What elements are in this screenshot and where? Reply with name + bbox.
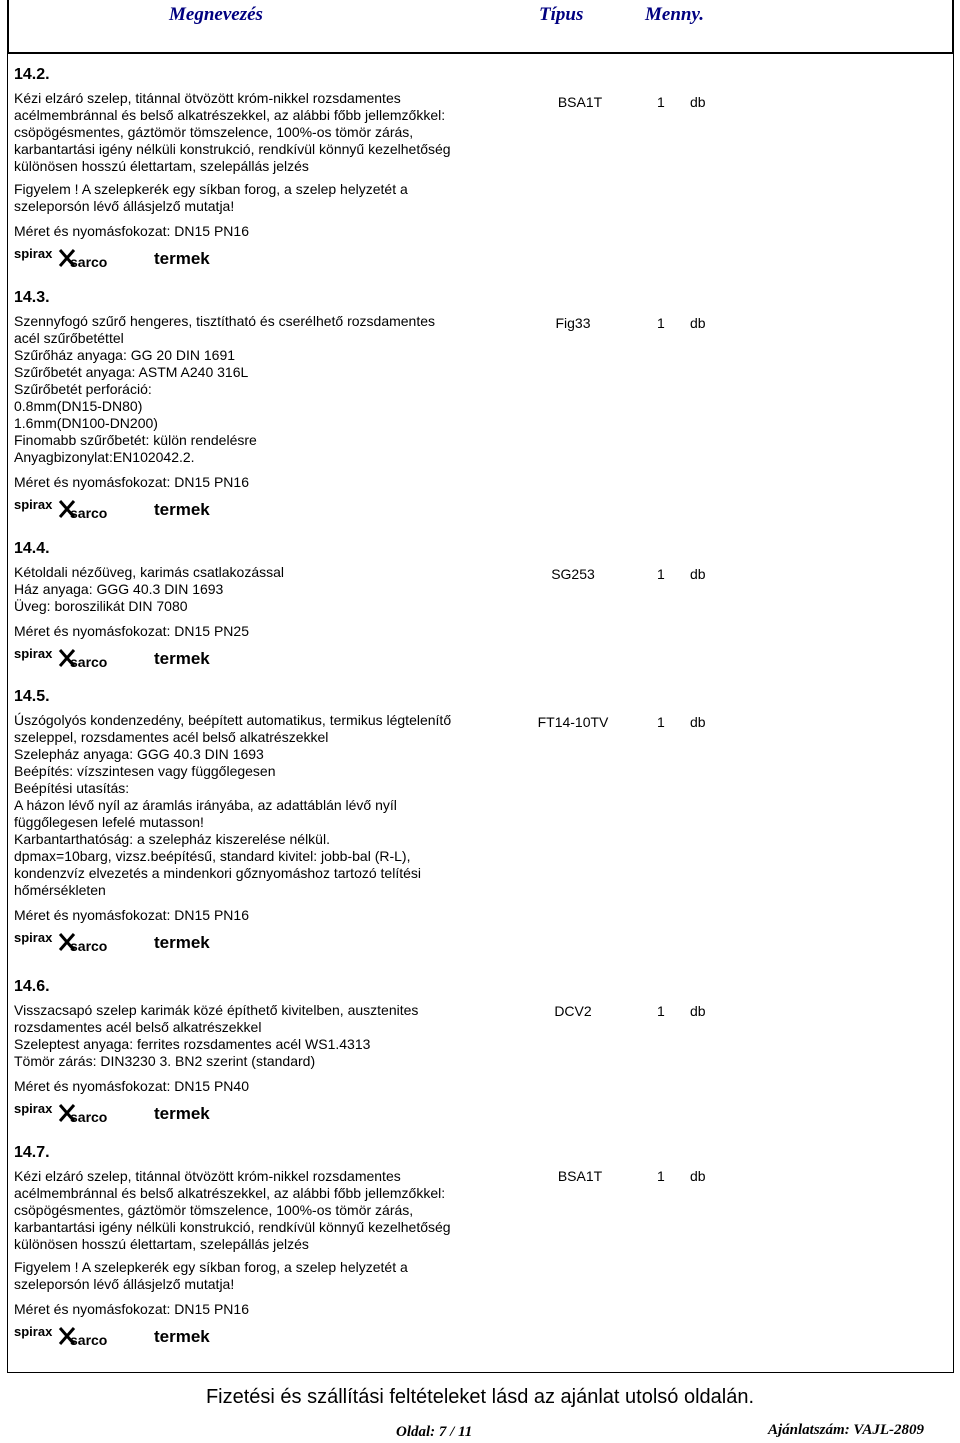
svg-text:spirax: spirax bbox=[14, 1325, 53, 1339]
svg-text:sarco: sarco bbox=[70, 505, 108, 520]
spirax-sarco-logo bbox=[14, 647, 126, 669]
product-word: termek bbox=[154, 933, 210, 952]
item-unit: db bbox=[690, 714, 706, 730]
item-description-line: csöpögésmentes, gáztömör tömszelence, 100%-os tömör zárás, bbox=[14, 1202, 414, 1218]
payment-terms-note: Fizetési és szállítási feltételeket lásd az ajánlat utolsó oldalán. bbox=[205, 1386, 755, 1408]
item-description-line: Anyagbizonylat:EN102042.2. bbox=[14, 449, 195, 465]
brand-row bbox=[14, 494, 494, 520]
item-description-line: acélmembránnal és belső alkatrészekkel, az alábbi főbb jellemzőkkel: bbox=[14, 107, 446, 123]
item-description-line: csöpögésmentes, gáztömör tömszelence, 100%-os tömör zárás, bbox=[14, 124, 414, 140]
item-description-line: acélmembránnal és belső alkatrészekkel, az alábbi főbb jellemzőkkel: bbox=[14, 1185, 446, 1201]
item-description-line: Szennyfogó szűrő hengeres, tisztítható és cserélhető rozsdamentes bbox=[14, 313, 436, 329]
size-pressure-line: Méret és nyomásfokozat: DN15 PN25 bbox=[14, 623, 249, 639]
item-quantity: 1 bbox=[657, 94, 665, 110]
item-description-line: Tömör zárás: DIN3230 3. BN2 szerint (standard) bbox=[14, 1053, 316, 1069]
item-description-line: Szűrőház anyaga: GG 20 DIN 1691 bbox=[14, 347, 236, 363]
item-section bbox=[14, 540, 494, 669]
item-description-line: Kétoldali nézőüveg, karimás csatlakozással bbox=[14, 564, 285, 580]
product-word: termek bbox=[154, 1104, 210, 1123]
svg-text:spirax: spirax bbox=[14, 1102, 53, 1116]
item-number: 14.7. bbox=[14, 1144, 50, 1161]
item-type-code: DCV2 bbox=[554, 1003, 592, 1019]
svg-text:sarco: sarco bbox=[70, 254, 108, 269]
item-description-line: Szelepház anyaga: GGG 40.3 DIN 1693 bbox=[14, 746, 264, 762]
item-description-line: 0.8mm(DN15-DN80) bbox=[14, 398, 143, 414]
item-description-line: hőmérsékleten bbox=[14, 882, 106, 898]
item-quantity: 1 bbox=[657, 1003, 665, 1019]
item-quantity: 1 bbox=[657, 1168, 665, 1184]
size-pressure-line: Méret és nyomásfokozat: DN15 PN16 bbox=[14, 1301, 249, 1317]
item-quantity: 1 bbox=[657, 566, 665, 582]
item-description-line: Ház anyaga: GGG 40.3 DIN 1693 bbox=[14, 581, 224, 597]
item-section bbox=[14, 688, 494, 953]
item-description-line: különösen hosszú élettartam, szelepállás jelzés bbox=[14, 1236, 309, 1252]
spirax-sarco-logo bbox=[14, 931, 126, 953]
item-unit: db bbox=[690, 1003, 706, 1019]
item-description-line: Kézi elzáró szelep, titánnal ötvözött króm-nikkel rozsdamentes bbox=[14, 90, 401, 106]
item-unit: db bbox=[690, 94, 706, 110]
item-description-line: kondenzvíz elvezetés a mindenkori gőznyomáshoz tartozó telítési bbox=[14, 865, 421, 881]
item-unit: db bbox=[690, 315, 706, 331]
size-pressure-line: Méret és nyomásfokozat: DN15 PN16 bbox=[14, 474, 249, 490]
warning-line: szeleporsón lévő állásjelző mutatja! bbox=[14, 1276, 235, 1292]
item-number: 14.3. bbox=[14, 289, 50, 306]
item-type-code: BSA1T bbox=[557, 94, 603, 110]
item-description-line: 1.6mm(DN100-DN200) bbox=[14, 415, 158, 431]
brand-row bbox=[14, 1098, 494, 1124]
item-description-line: karbantartási igény nélküli konstrukció, rendkívül könnyű kezelhetőség bbox=[14, 141, 451, 157]
item-description-line: acél szűrőbetéttel bbox=[14, 330, 124, 346]
item-number: 14.5. bbox=[14, 688, 50, 705]
product-word: termek bbox=[154, 649, 210, 668]
size-pressure-line: Méret és nyomásfokozat: DN15 PN16 bbox=[14, 223, 249, 239]
warning-line: szeleporsón lévő állásjelző mutatja! bbox=[14, 198, 235, 214]
item-description-line: Üveg: boroszilikát DIN 7080 bbox=[14, 598, 188, 614]
product-word: termek bbox=[154, 1327, 210, 1346]
item-description-line: rozsdamentes acél belső alkatrészekkel bbox=[14, 1019, 262, 1035]
item-description-line: A házon lévő nyíl az áramlás irányába, az adattáblán lévő nyíl bbox=[14, 797, 397, 813]
svg-text:sarco: sarco bbox=[70, 654, 108, 669]
brand-row bbox=[14, 243, 494, 269]
svg-text:spirax: spirax bbox=[14, 647, 53, 661]
item-section bbox=[14, 1144, 494, 1347]
spirax-sarco-logo bbox=[14, 247, 126, 269]
spirax-sarco-logo bbox=[14, 1325, 126, 1347]
warning-line: Figyelem ! A szelepkerék egy síkban forog, a szelep helyzetét a bbox=[14, 181, 408, 197]
spirax-sarco-logo bbox=[14, 498, 126, 520]
item-description-line: dpmax=10barg, vizsz.beépítésű, standard kivitel: jobb-bal (R-L), bbox=[14, 848, 411, 864]
item-description-line: karbantartási igény nélküli konstrukció, rendkívül könnyű kezelhetőség bbox=[14, 1219, 451, 1235]
item-unit: db bbox=[690, 566, 706, 582]
item-description-line: Szűrőbetét perforáció: bbox=[14, 381, 152, 397]
header-qty: Menny. bbox=[645, 4, 704, 25]
item-description-line: Szeleptest anyaga: ferrites rozsdamentes acél WS1.4313 bbox=[14, 1036, 371, 1052]
item-description-line: szeleppel, rozsdamentes acél belső alkatrészekkel bbox=[14, 729, 329, 745]
item-type-code: SG253 bbox=[551, 566, 595, 582]
item-description-line: Visszacsapó szelep karimák közé építhető kivitelben, ausztenites bbox=[14, 1002, 419, 1018]
svg-text:sarco: sarco bbox=[70, 938, 108, 953]
item-description-line: Úszógolyós kondenzedény, beépített automatikus, termikus légtelenítő bbox=[14, 712, 452, 728]
item-section bbox=[14, 66, 494, 269]
table-header bbox=[7, 0, 954, 54]
item-description-line: Kézi elzáró szelep, titánnal ötvözött króm-nikkel rozsdamentes bbox=[14, 1168, 401, 1184]
spirax-sarco-logo bbox=[14, 1102, 126, 1124]
header-name: Megnevezés bbox=[169, 4, 263, 25]
item-description-line: különösen hosszú élettartam, szelepállás jelzés bbox=[14, 158, 309, 174]
size-pressure-line: Méret és nyomásfokozat: DN15 PN40 bbox=[14, 1078, 249, 1094]
product-word: termek bbox=[154, 249, 210, 268]
item-description-line: Beépítési utasítás: bbox=[14, 780, 130, 796]
item-number: 14.6. bbox=[14, 978, 50, 995]
svg-text:spirax: spirax bbox=[14, 247, 53, 261]
brand-row bbox=[14, 643, 494, 669]
item-description-line: Szűrőbetét anyaga: ASTM A240 316L bbox=[14, 364, 249, 380]
svg-text:spirax: spirax bbox=[14, 931, 53, 945]
item-type-code: BSA1T bbox=[557, 1168, 603, 1184]
item-unit: db bbox=[690, 1168, 706, 1184]
offer-number: Ajánlatszám: VAJL-2809 bbox=[768, 1422, 924, 1438]
brand-row bbox=[14, 927, 494, 953]
warning-line: Figyelem ! A szelepkerék egy síkban forog, a szelep helyzetét a bbox=[14, 1259, 408, 1275]
brand-row bbox=[14, 1321, 494, 1347]
item-quantity: 1 bbox=[657, 714, 665, 730]
item-section bbox=[14, 289, 494, 520]
svg-text:spirax: spirax bbox=[14, 498, 53, 512]
item-number: 14.2. bbox=[14, 66, 50, 83]
svg-text:sarco: sarco bbox=[70, 1109, 108, 1124]
item-description-line: Finomabb szűrőbetét: külön rendelésre bbox=[14, 432, 257, 448]
item-number: 14.4. bbox=[14, 540, 50, 557]
item-quantity: 1 bbox=[657, 315, 665, 331]
product-word: termek bbox=[154, 500, 210, 519]
size-pressure-line: Méret és nyomásfokozat: DN15 PN16 bbox=[14, 907, 249, 923]
item-section bbox=[14, 978, 494, 1124]
svg-text:sarco: sarco bbox=[70, 1332, 108, 1347]
item-description-line: Beépítés: vízszintesen vagy függőlegesen bbox=[14, 763, 276, 779]
header-type: Típus bbox=[539, 4, 584, 25]
item-type-code: FT14-10TV bbox=[537, 714, 609, 730]
item-type-code: Fig33 bbox=[555, 315, 591, 331]
page-number: Oldal: 7 / 11 bbox=[396, 1424, 473, 1440]
item-description-line: függőlegesen lefelé mutasson! bbox=[14, 814, 204, 830]
item-description-line: Karbantarthatóság: a szelepház kiszerelése nélkül. bbox=[14, 831, 330, 847]
